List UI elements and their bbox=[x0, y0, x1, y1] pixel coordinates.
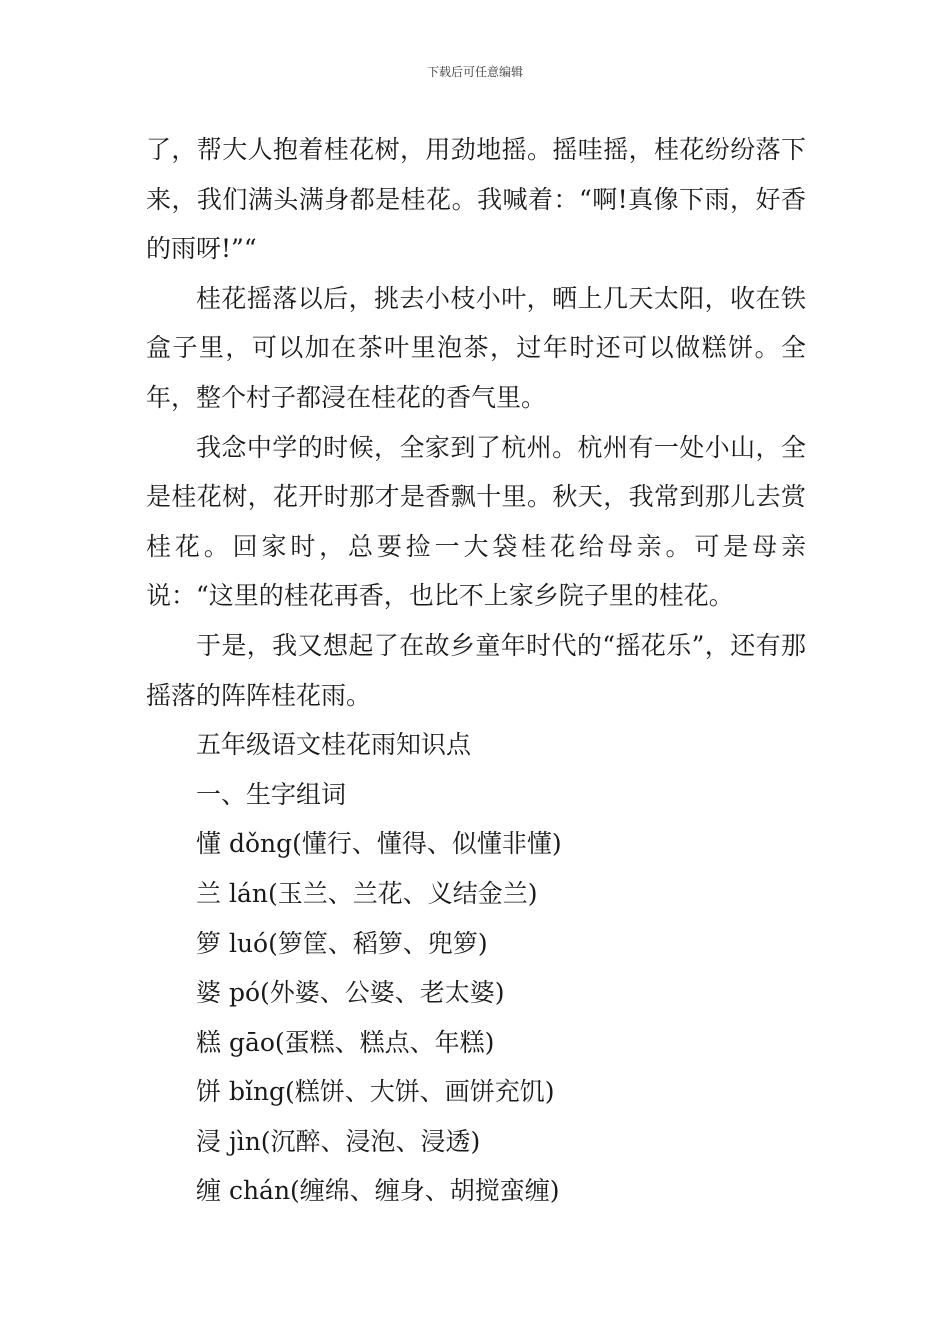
vocab-item: 缠 chán(缠绵、缠身、胡搅蛮缠) bbox=[196, 1176, 560, 1206]
section-title: 五年级语文桂花雨知识点 bbox=[196, 730, 472, 760]
vocab-item: 饼 bǐng(糕饼、大饼、画饼充饥) bbox=[196, 1077, 555, 1107]
vocab-item: 兰 lán(玉兰、兰花、义结金兰) bbox=[196, 878, 538, 908]
paragraph: 桂花摇落以后，挑去小枝小叶，晒上几天太阳，收在铁盒子里，可以加在茶叶里泡茶，过年时还可以做糕饼。全年，整个村子都浸在桂花的香气里。 bbox=[146, 283, 806, 412]
vocab-item: 懂 dǒng(懂行、懂得、似懂非懂) bbox=[196, 829, 562, 859]
paragraph: 于是，我又想起了在故乡童年时代的“摇花乐”，还有那摇落的阵阵桂花雨。 bbox=[146, 630, 806, 710]
paragraph: 了，帮大人抱着桂花树，用劲地摇。摇哇摇，桂花纷纷落下来，我们满头满身都是桂花。我喊着：“啊!真像下雨，好香的雨呀!”“ bbox=[146, 135, 806, 264]
page-header: 下载后可任意编辑 bbox=[426, 65, 523, 79]
vocab-item: 糕 gāo(蛋糕、糕点、年糕) bbox=[196, 1027, 495, 1057]
vocab-item: 浸 jìn(沉醉、浸泡、浸透) bbox=[196, 1126, 481, 1156]
vocab-item: 箩 luó(箩筐、稻箩、兜箩) bbox=[196, 928, 488, 958]
document-body bbox=[146, 125, 806, 1216]
vocab-item: 婆 pó(外婆、公婆、老太婆) bbox=[196, 978, 505, 1008]
subsection-title: 一、生字组词 bbox=[196, 779, 347, 809]
paragraph: 我念中学的时候，全家到了杭州。杭州有一处小山，全是桂花树，花开时那才是香飘十里。秋天，我常到那儿去赏桂花。回家时，总要捡一大袋桂花给母亲。可是母亲说：“这里的桂花再香，也比不上家乡院子里的桂花。 bbox=[146, 432, 806, 611]
